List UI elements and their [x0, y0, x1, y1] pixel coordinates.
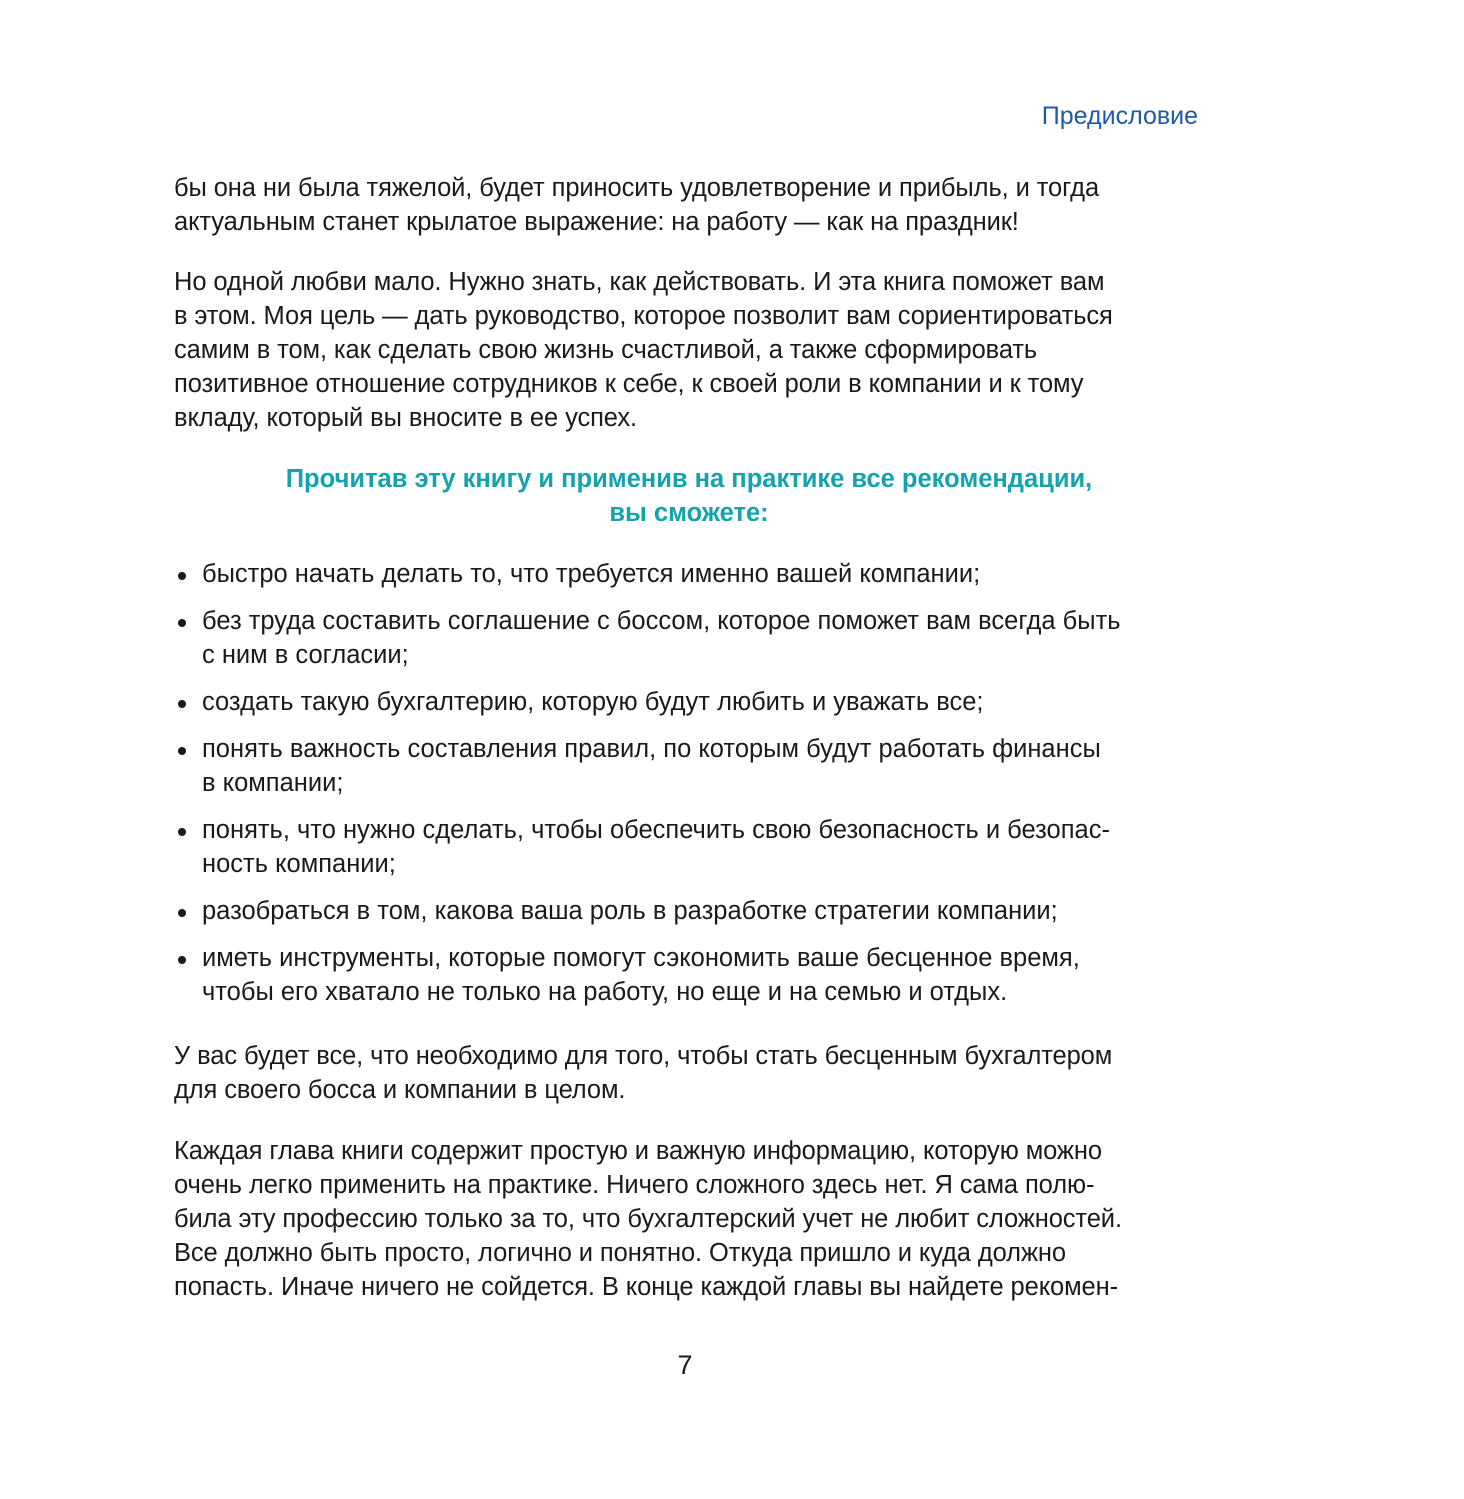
paragraph-line: бы она ни была тяжелой, будет приносить удовлетворение и прибыль, и тогда [174, 174, 1100, 202]
list-item [174, 604, 1204, 672]
paragraph-4 [174, 1134, 1204, 1304]
bullet-icon [178, 747, 186, 755]
list-item-line: иметь инструменты, которые помогут сэкономить ваше бесценное время, [202, 944, 1080, 972]
paragraph-line: Но одной любви мало. Нужно знать, как действовать. И эта книга поможет вам [174, 268, 1105, 296]
list-item [174, 941, 1204, 1009]
bullet-icon [178, 700, 186, 708]
running-head: Предисловие [1041, 102, 1198, 130]
paragraph-line: позитивное отношение сотрудников к себе, к своей роли в компании и к тому [174, 370, 1084, 398]
list-item [174, 813, 1204, 881]
list-item-line: быстро начать делать то, что требуется именно вашей компании; [202, 560, 981, 588]
list-item [174, 732, 1204, 800]
paragraph-line: У вас будет все, что необходимо для того, чтобы стать бесценным бухгалтером [174, 1042, 1113, 1070]
paragraph-1 [174, 171, 1204, 239]
paragraph-3 [174, 1039, 1204, 1107]
bullet-icon [178, 619, 186, 627]
list-item-line: ность компании; [202, 850, 396, 878]
list-item-line: понять, что нужно сделать, чтобы обеспечить свою безопасность и безопас- [202, 816, 1110, 844]
list-item [174, 894, 1204, 928]
heading-line: вы сможете: [609, 499, 769, 527]
bullet-icon [178, 909, 186, 917]
paragraph-line: самим в том, как сделать свою жизнь счастливой, а также сформировать [174, 336, 1038, 364]
bullet-icon [178, 572, 186, 580]
list-item-line: понять важность составления правил, по которым будут работать финансы [202, 735, 1101, 763]
paragraph-line: для своего босса и компании в целом. [174, 1076, 626, 1104]
list-item-line: чтобы его хватало не только на работу, но еще и на семью и отдых. [202, 978, 1008, 1006]
bullet-icon [178, 956, 186, 964]
paragraph-line: вкладу, который вы вносите в ее успех. [174, 404, 637, 432]
paragraph-line: в этом. Моя цель — дать руководство, которое позволит вам сориентироваться [174, 302, 1113, 330]
bullet-icon [178, 828, 186, 836]
list-item-line: в компании; [202, 769, 344, 797]
list-item-line: без труда составить соглашение с боссом, которое поможет вам всегда быть [202, 607, 1121, 635]
page-number: 7 [677, 1350, 693, 1380]
list-item-line: с ним в согласии; [202, 641, 409, 669]
paragraph-2 [174, 265, 1204, 435]
paragraph-line: Все должно быть просто, логично и понятно. Откуда пришло и куда должно [174, 1239, 1066, 1267]
paragraph-line: очень легко применить на практике. Ничего сложного здесь нет. Я сама полю- [174, 1171, 1095, 1199]
paragraph-line: Каждая глава книги содержит простую и важную информацию, которую можно [174, 1137, 1102, 1165]
benefits-list [174, 557, 1204, 1022]
list-item-line: разобраться в том, какова ваша роль в разработке стратегии компании; [202, 897, 1058, 925]
heading-line: Прочитав эту книгу и применив на практике все рекомендации, [285, 465, 1093, 493]
paragraph-line: актуальным станет крылатое выражение: на работу — как на праздник! [174, 208, 1019, 236]
list-item-line: создать такую бухгалтерию, которую будут любить и уважать все; [202, 688, 984, 716]
paragraph-line: попасть. Иначе ничего не сойдется. В конце каждой главы вы найдете рекомен- [174, 1273, 1119, 1301]
paragraph-line: била эту профессию только за то, что бухгалтерский учет не любит сложностей. [174, 1205, 1122, 1233]
list-item [174, 557, 1204, 591]
list-item [174, 685, 1204, 719]
section-heading [174, 462, 1204, 530]
